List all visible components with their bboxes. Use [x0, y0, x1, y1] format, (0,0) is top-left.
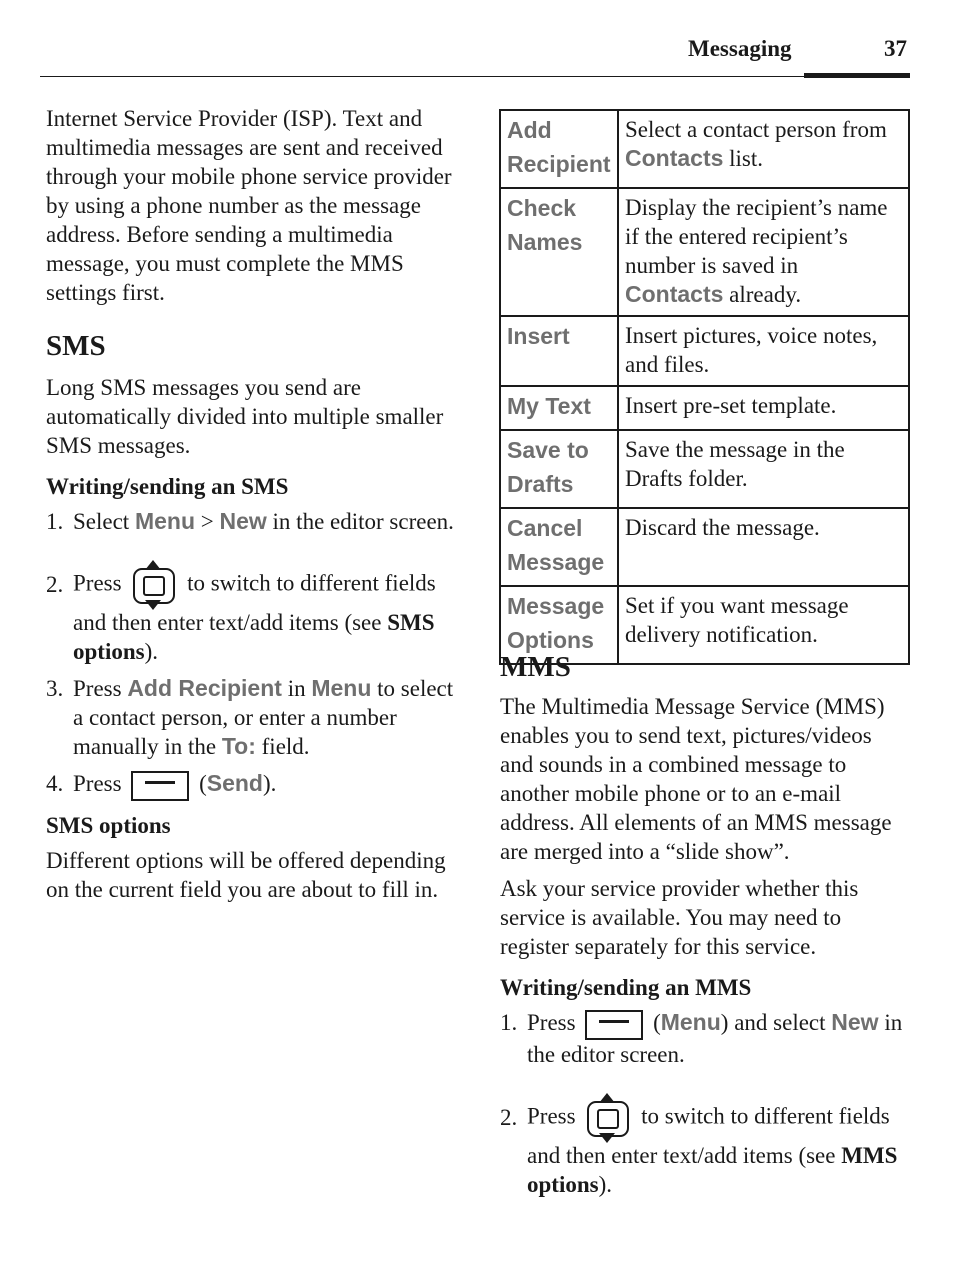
intro-paragraph: Internet Service Provider (ISP). Text and multimedia messages are sent and received through your mobile phone service provider by using a phone number as the message address. Before sending a multimedia message, you must complete the MMS settings first. — [46, 106, 452, 305]
sms-writing-heading: Writing/sending an SMS — [46, 474, 289, 499]
mms-description-2: Ask your service provider whether this service is available. You may need to register separately for this service. — [500, 876, 859, 959]
nav-key-icon — [131, 562, 177, 608]
sms-steps — [46, 507, 456, 801]
mms-heading: MMS — [500, 651, 571, 683]
left-column — [46, 104, 456, 904]
ui-menu-label: Menu — [311, 675, 372, 701]
option-term: Cancel Message — [500, 508, 618, 586]
sms-options-heading: SMS options — [46, 812, 171, 838]
ui-menu-label: Menu — [660, 1009, 721, 1035]
ui-to-label: To: — [221, 733, 256, 759]
left-soft-key-icon — [585, 1010, 643, 1040]
sms-step-4: 4. Press (Send). — [46, 769, 456, 801]
option-description: Insert pre-set template. — [618, 386, 909, 430]
table-row — [500, 188, 909, 316]
sms-step-2: 2. Press to switch to different fields and then enter text/add items (see SMS options). — [46, 562, 456, 666]
option-term: Save to Drafts — [500, 430, 618, 508]
sms-options-table — [499, 109, 910, 665]
page-number: 37 — [884, 36, 907, 61]
sms-options-ref: SMS options — [73, 610, 435, 664]
option-description: Discard the message. — [618, 508, 909, 586]
right-column — [500, 651, 910, 1199]
header-tab-bar — [804, 73, 910, 78]
left-soft-key-icon — [131, 771, 189, 801]
section-title: Messaging — [688, 36, 792, 61]
option-term: Check Names — [500, 188, 618, 316]
mms-step-2: 2. Press to switch to different fields and then enter text/add items (see MMS options). — [500, 1095, 910, 1199]
table-row — [500, 110, 909, 188]
ui-new-label: New — [831, 1009, 879, 1035]
option-description: Save the message in the Drafts folder. — [618, 430, 909, 508]
nav-key-icon — [585, 1095, 631, 1141]
table-row — [500, 386, 909, 430]
mms-steps — [500, 1008, 910, 1199]
sms-heading: SMS — [46, 330, 106, 362]
mms-options-ref: MMS options — [527, 1142, 898, 1197]
option-description: Select a contact person from Contacts list. — [618, 110, 909, 188]
header-rule — [40, 76, 910, 77]
sms-options-description: Different options will be offered depending on the current field you are about to fill in. — [46, 847, 446, 902]
option-term: Insert — [500, 316, 618, 386]
ui-send-label: Send — [206, 770, 263, 796]
option-term: My Text — [500, 386, 618, 430]
option-description: Display the recipient’s name if the entered recipient’s number is saved in Contacts already. — [618, 188, 909, 316]
ui-add-recipient-label: Add Recipient — [127, 675, 282, 701]
table-row — [500, 316, 909, 386]
table-row — [500, 430, 909, 508]
mms-description: The Multimedia Message Service (MMS) enables you to send text, pictures/videos and sounds in a combined message to another mobile phone or to an e-mail address. All elements of an MMS message are merged into a “slide show”. — [500, 694, 892, 864]
table-row — [500, 508, 909, 586]
option-description: Insert pictures, voice notes, and files. — [618, 316, 909, 386]
ui-menu-label: Menu — [134, 508, 196, 534]
option-term: Add Recipient — [500, 110, 618, 188]
sms-step-3: 3. Press Add Recipient in Menu to select a contact person, or enter a number manually in the To: field. — [46, 675, 454, 759]
mms-step-1: 1. Press (Menu) and select New in the editor screen. — [500, 1009, 903, 1067]
mms-writing-heading: Writing/sending an MMS — [500, 975, 752, 1000]
option-term: Message Options — [500, 586, 618, 664]
sms-description: Long SMS messages you send are automatically divided into multiple smaller SMS messages. — [46, 375, 444, 458]
ui-new-label: New — [219, 508, 267, 534]
sms-step-1: 1. Select Menu > New in the editor screen. — [46, 508, 454, 534]
option-description: Set if you want message delivery notification. — [618, 586, 909, 664]
